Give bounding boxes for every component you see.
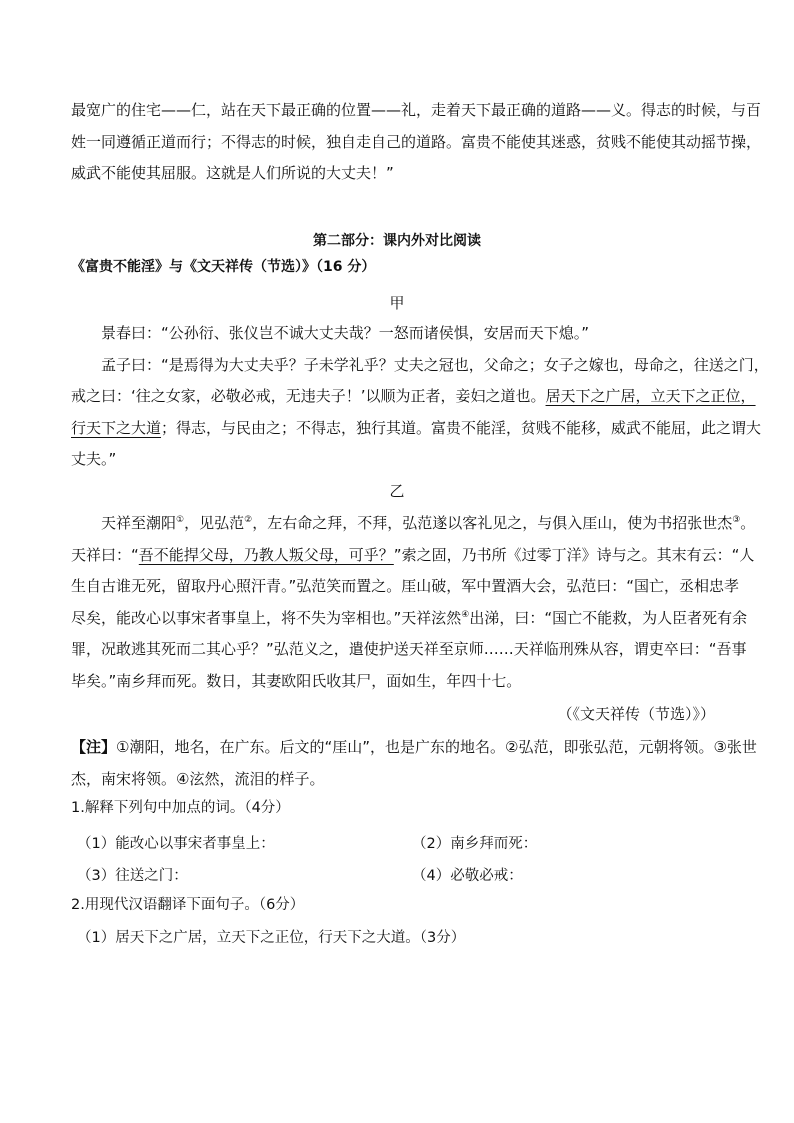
intro-line: 最宽广的住宅——仁，站在天下最正确的位置——礼，走着天下最正确的道路——义。得志的时候，与百 — [71, 101, 762, 119]
passage-a-line — [71, 381, 756, 413]
note-marker: ② — [244, 515, 253, 525]
passage-b-line: 生自古谁无死，留取丹心照汗青。”弘范笑而置之。厓山破，军中置酒大会，弘范曰：“国亡，丞相忠孝 — [71, 577, 740, 595]
section-title: 《富贵不能淫》与《文天祥传（节选）》（16 分） — [71, 259, 376, 275]
passage-a-line: 孟子曰：“是焉得为大丈夫乎？子未学礼乎？丈夫之冠也，父命之；女子之嫁也，母命之，往送之门， — [101, 355, 769, 374]
notes — [71, 732, 757, 795]
passage-b-text: ，见弘范 — [184, 514, 245, 532]
passage-a-label: 甲 — [389, 294, 405, 312]
note-marker: ④ — [461, 609, 470, 620]
question-2-item: （1）居天下之广居，立天下之正位，行天下之大道。（3分） — [77, 930, 466, 946]
passage-b-text: 天祥曰：“ — [71, 545, 139, 564]
note-marker: ③ — [732, 515, 741, 525]
passage-b-line — [71, 508, 756, 540]
passage-b-line: 罪，况敢逃其死而二其心乎？”弘范义之，遣使护送天祥至京师……天祥临刑殊从容，谓吏卒曰：“吾事 — [71, 640, 747, 658]
passage-b-text: ”索之固，乃书所《过零丁洋》诗与之。其末有云：“人 — [393, 545, 755, 564]
passage-b-text: 出涕，曰：“国亡不能救，为人臣者死有余 — [469, 608, 748, 627]
question-1-item: （4）必敬必戒： — [412, 868, 523, 884]
passage-a-line — [71, 413, 762, 445]
passage-b — [71, 508, 756, 697]
passage-b-line: 毕矣。”南乡拜而死。数日，其妻欧阳氏收其尸，面如生，年四十七。 — [71, 671, 522, 690]
passage-b-text: 。 — [740, 514, 756, 532]
underlined-sentence: 吾不能捍父母，乃教人叛父母，可乎？ — [138, 545, 394, 564]
note-marker: ① — [176, 515, 185, 525]
question-2: 2.用现代汉语翻译下面句子。（6分） — [71, 897, 305, 913]
underlined-sentence: 居天下之广居，立天下之正位， — [545, 387, 756, 405]
passage-b-line — [71, 540, 755, 572]
intro-line: 威武不能使其屈服。这就是人们所说的大丈夫！” — [71, 164, 394, 182]
question-1-item: （2）南乡拜而死： — [412, 836, 538, 852]
question-1: 1.解释下列句中加点的词。（4分） — [71, 800, 290, 816]
intro-paragraph — [71, 95, 762, 190]
passage-a — [71, 318, 769, 476]
question-1-item: （3）往送之门： — [77, 868, 188, 884]
passage-b-text: ，左右命之拜，不拜，弘范遂以客礼见之，与俱入厓山，使为书招张世杰 — [252, 514, 733, 532]
notes-line — [71, 732, 757, 764]
passage-a-line: 景春曰：“公孙衍、张仪岂不诚大丈夫哉？一怒而诸侯惧，安居而天下熄。” — [101, 324, 590, 342]
underlined-sentence: 行天下之大道 — [71, 418, 162, 437]
notes-line: 杰，南宋将领。④泫然，流泪的样子。 — [71, 769, 325, 788]
question-1-row — [77, 864, 737, 885]
notes-label: 【注】 — [71, 738, 117, 756]
passage-a-text: ；得志，与民由之；不得志，独行其道。富贵不能淫，贫贱不能移，威武不能屈，此之谓大 — [161, 418, 762, 437]
question-1-row — [77, 832, 737, 853]
notes-text: ①潮阳，地名，在广东。后文的“厓山”，也是广东的地名。②弘范，即张弘范，元朝将领。③张世 — [116, 738, 757, 756]
passage-b-text: 尽矣，能改心以事宋者事皇上，将不失为宰相也。”天祥泫然 — [71, 608, 462, 627]
section-heading: 第二部分：课内外对比阅读 — [313, 233, 481, 249]
question-1-item: （1）能改心以事宋者事皇上： — [77, 836, 275, 852]
intro-line: 姓一同遵循正道而行；不得志的时候，独自走自己的道路。富贵不能使其迷惑，贫贱不能使其动摇节操， — [71, 132, 762, 151]
passage-a-text: 戒之曰：‘往之女家，必敬必戒，无违夫子！’以顺为正者，妾妇之道也。 — [71, 387, 546, 405]
passage-b-source: （《文天祥传（节选）》） — [557, 705, 715, 723]
passage-b-label: 乙 — [389, 482, 405, 500]
passage-a-line: 丈夫。” — [71, 450, 117, 468]
passage-b-text: 天祥至潮阳 — [101, 514, 177, 532]
passage-b-line — [71, 603, 748, 635]
